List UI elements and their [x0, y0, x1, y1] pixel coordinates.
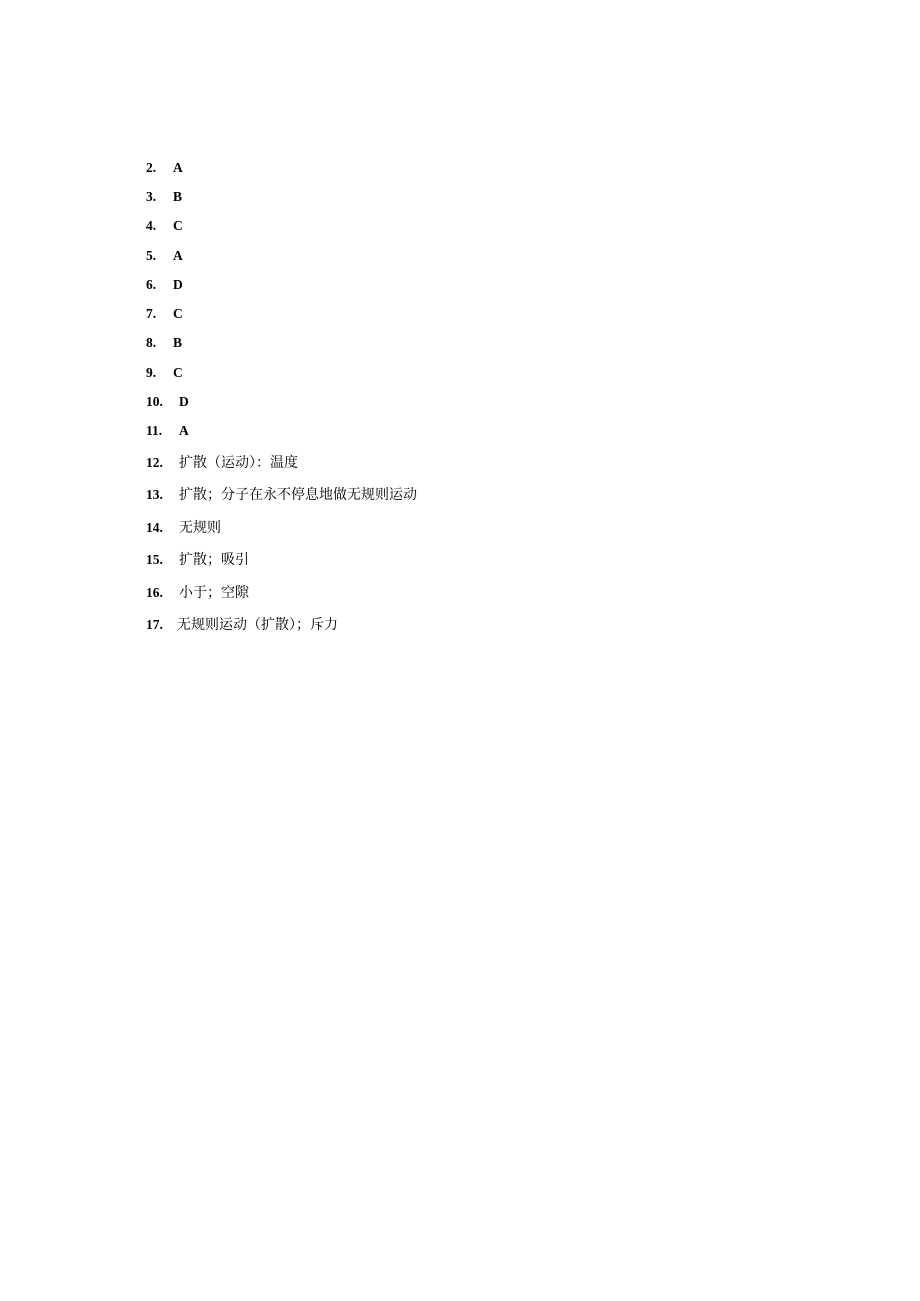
answer-item-11 [146, 421, 189, 442]
question-number: 12. [146, 455, 163, 470]
question-number: 5. [146, 248, 157, 263]
answer-text: 扩散；分子在永不停息地做无规则运动 [179, 487, 417, 503]
answer-item-5 [146, 246, 183, 267]
answer-item-12 [146, 453, 298, 474]
answer-item-9 [146, 363, 183, 384]
answer-item-17 [146, 615, 338, 636]
question-number: 7. [146, 306, 157, 321]
answer-text: 小于；空隙 [179, 585, 249, 601]
answer-item-14 [146, 518, 221, 539]
answer-text: C [173, 365, 183, 380]
answer-text: B [173, 189, 183, 204]
answer-item-10 [146, 392, 189, 413]
answer-text: 扩散；吸引 [179, 552, 249, 568]
answer-item-7 [146, 304, 183, 325]
question-number: 4. [146, 218, 157, 233]
answer-item-4 [146, 216, 183, 237]
question-number: 3. [146, 189, 157, 204]
question-number: 6. [146, 277, 157, 292]
answer-item-2 [146, 158, 183, 179]
answer-item-8 [146, 333, 182, 354]
answer-text: B [173, 335, 183, 350]
question-number: 17. [146, 617, 163, 632]
answer-item-3 [146, 187, 182, 208]
answer-text: 无规则运动（扩散）；斥力 [177, 617, 338, 633]
question-number: 14. [146, 520, 163, 535]
answer-text: 无规则 [179, 520, 221, 536]
question-number: 13. [146, 487, 163, 502]
question-number: 9. [146, 365, 157, 380]
answer-text: D [173, 277, 183, 292]
question-number: 15. [146, 552, 163, 567]
answer-item-16 [146, 583, 249, 604]
answer-item-6 [146, 275, 183, 296]
answer-item-15 [146, 550, 249, 571]
question-number: 10. [146, 394, 163, 409]
question-number: 8. [146, 335, 157, 350]
answer-text: A [173, 160, 183, 175]
answer-text: A [173, 248, 183, 263]
question-number: 16. [146, 585, 163, 600]
answer-item-13 [146, 485, 417, 506]
question-number: 11. [146, 423, 163, 438]
answer-text: C [173, 218, 183, 233]
answer-text: 扩散（运动）：温度 [179, 455, 298, 471]
answer-text: D [179, 394, 189, 409]
answer-text: C [173, 306, 183, 321]
answer-text: A [179, 423, 189, 438]
question-number: 2. [146, 160, 157, 175]
